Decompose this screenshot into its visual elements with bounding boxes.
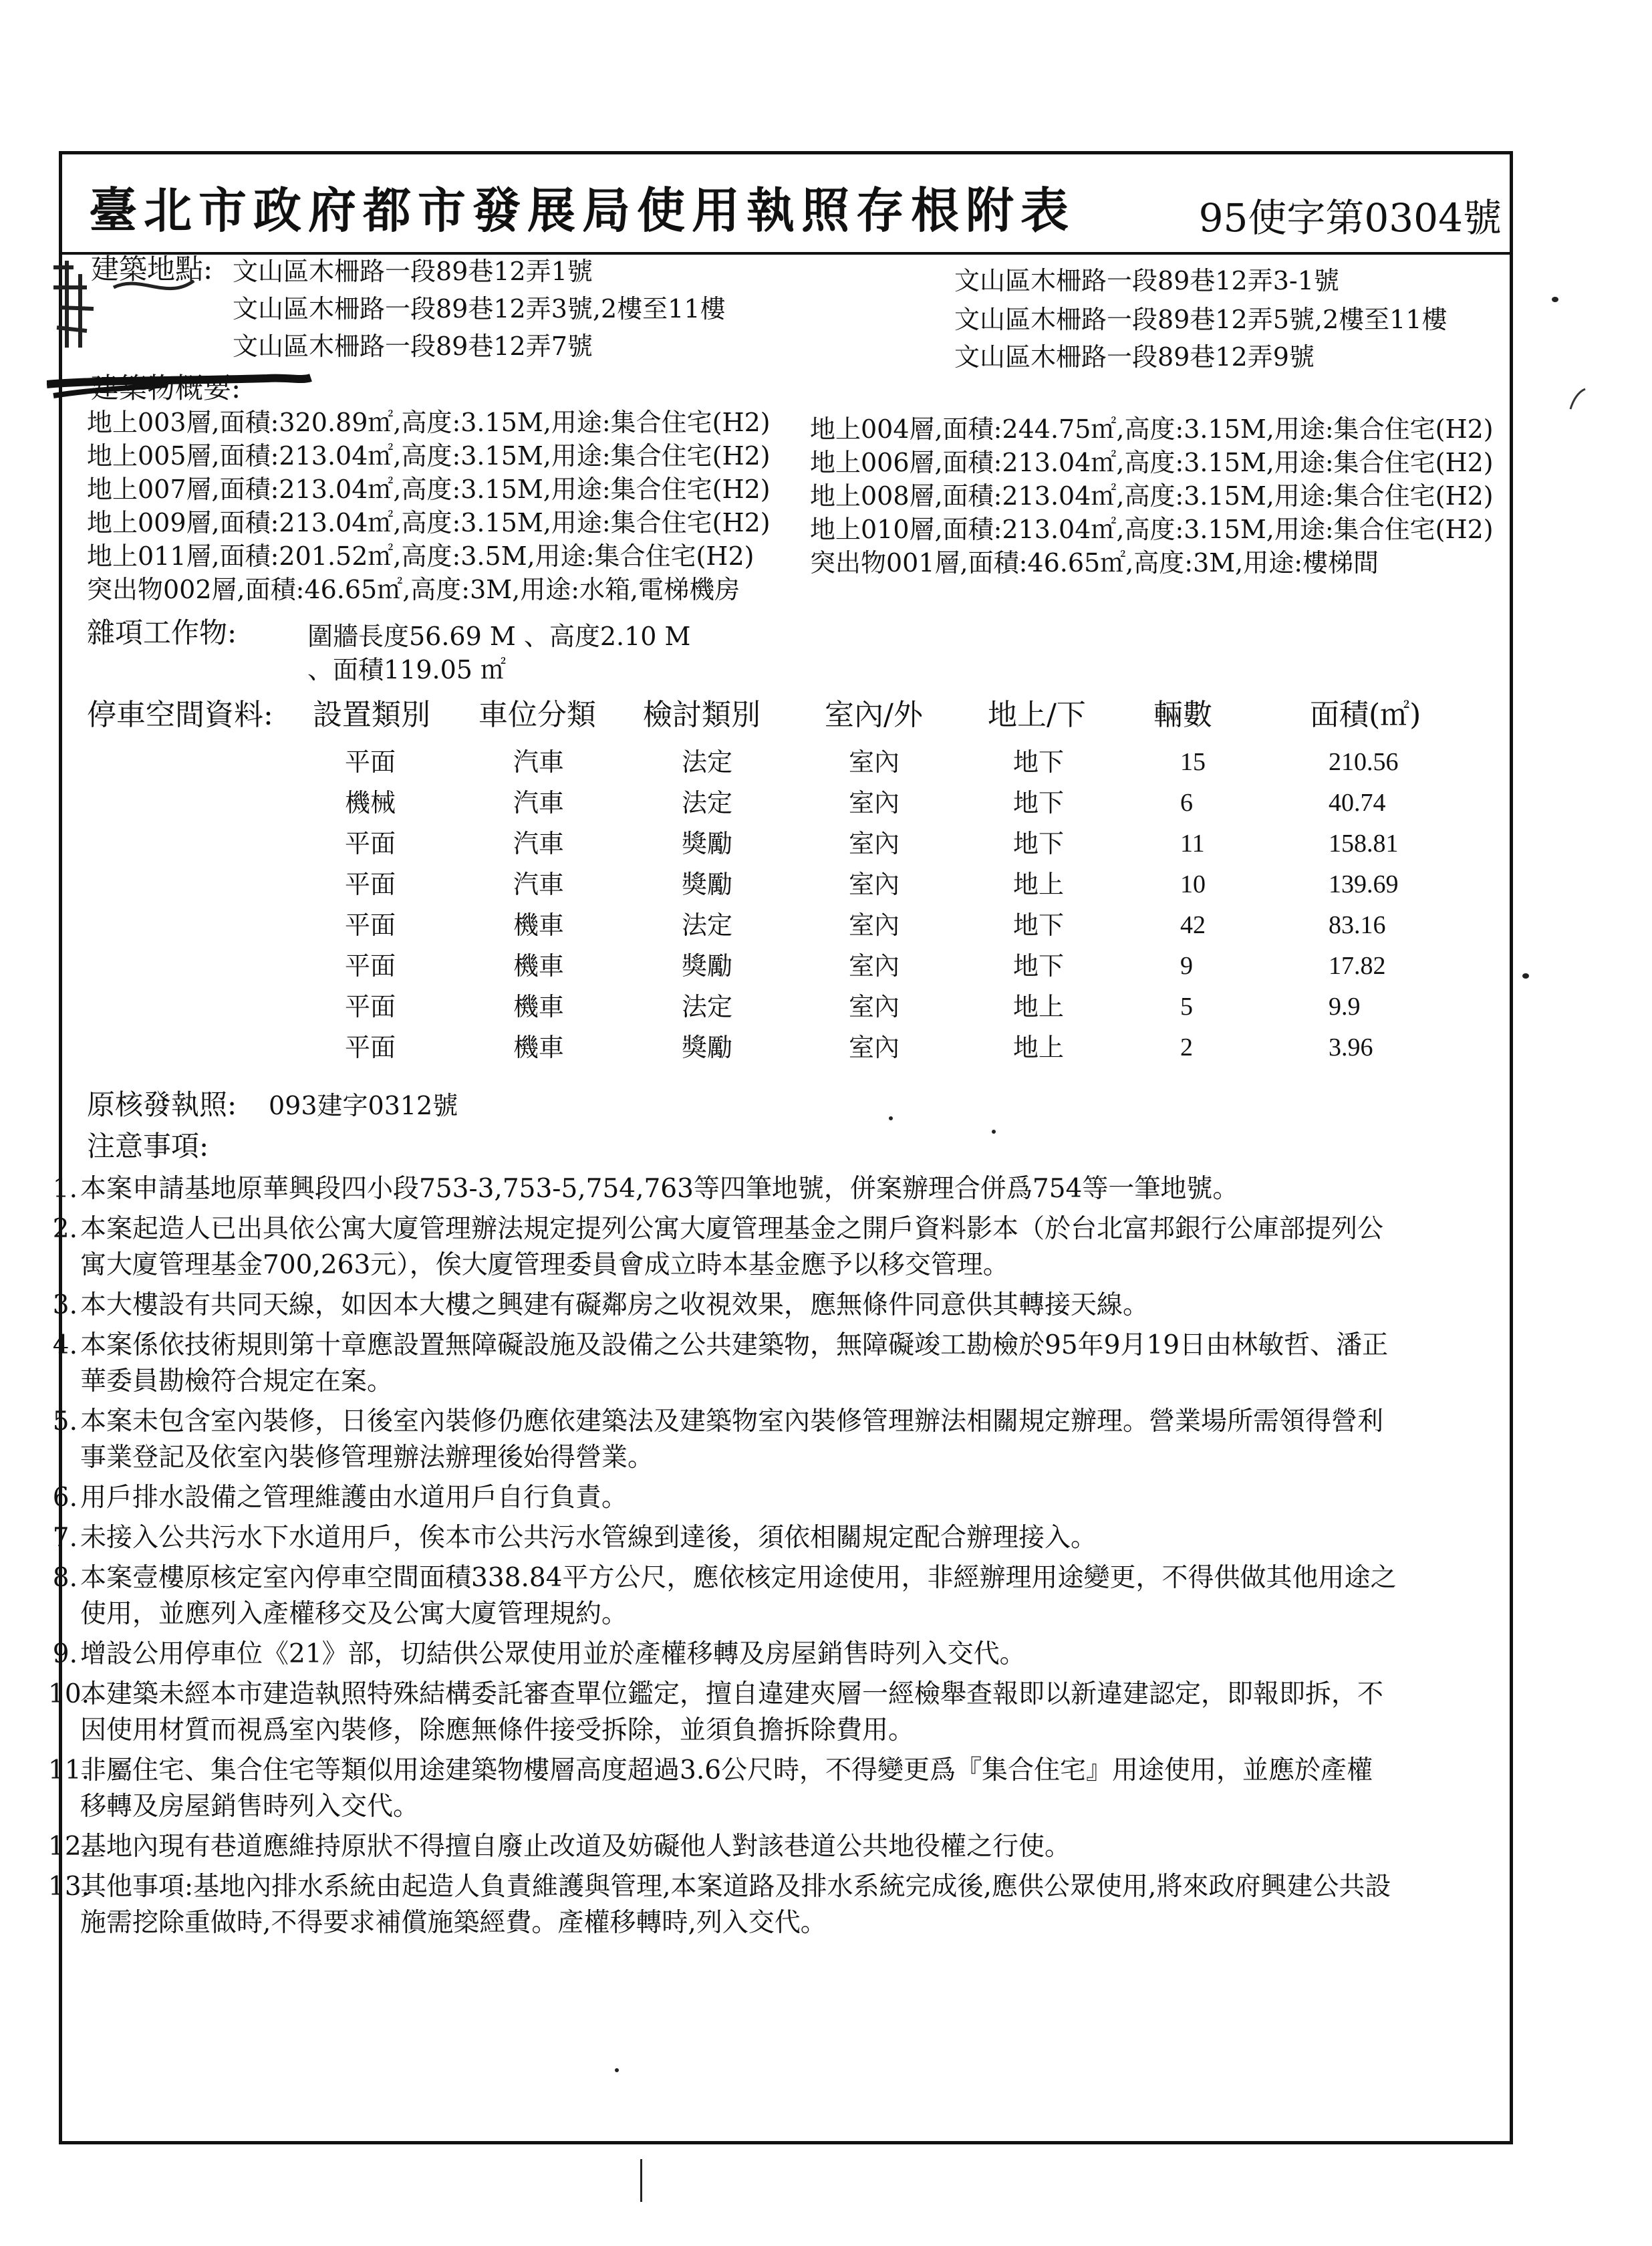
parking-cell: 9 [1180, 952, 1193, 980]
parking-cell: 地上 [1013, 1033, 1065, 1062]
parking-cell: 機車 [513, 910, 565, 940]
parking-cell: 地下 [1013, 951, 1065, 981]
parking-cell: 平面 [345, 992, 396, 1021]
note-line [48, 1869, 1438, 1905]
parking-cell: 平面 [345, 870, 396, 899]
note-number: 9. [52, 1639, 78, 1669]
parking-cell: 42 [1180, 911, 1206, 939]
parking-cell: 獎勵 [682, 951, 733, 981]
note-text: 其他事項:基地內排水系統由起造人負責維護與管理,本案道路及排水系統完成後,應供公眾使用,將來政府興建公共設 [80, 1872, 1391, 1902]
building-left-6: 突出物002層,面積:46.65㎡,高度:3M,用途:水箱,電梯機房 [87, 575, 740, 604]
parking-cell: 室內 [849, 910, 900, 940]
note-line [48, 1753, 1438, 1789]
note-text: 未接入公共污水下水道用戶，俟本市公共污水管線到達後，須依相關規定配合辦理接入。 [80, 1523, 1097, 1553]
parking-cell: 10 [1180, 870, 1206, 898]
scan-mark-right [1568, 386, 1588, 413]
parking-header-3: 室內/外 [825, 698, 923, 732]
parking-cell: 3.96 [1329, 1033, 1373, 1062]
note-text: 本案壹樓原核定室內停車空間面積338.84平方公尺，應依核定用途使用，非經辦理用途變更，不得供做其他用途之 [80, 1563, 1397, 1593]
note-line [48, 1829, 1438, 1865]
misc-works-label: 雜項工作物: [87, 616, 237, 649]
parking-cell: 11 [1180, 830, 1205, 858]
note-line [48, 1480, 1438, 1516]
note-line [48, 1596, 1438, 1632]
note-line [48, 1676, 1438, 1713]
parking-cell: 139.69 [1329, 870, 1399, 898]
building-left-2: 地上005層,面積:213.04㎡,高度:3.15M,用途:集合住宅(H2) [87, 441, 771, 471]
parking-cell: 機械 [345, 788, 396, 818]
note-line [48, 1211, 1438, 1247]
parking-cell: 室內 [849, 1033, 900, 1062]
note-line [48, 1520, 1438, 1556]
parking-cell: 室內 [849, 992, 900, 1021]
note-number: 6. [52, 1483, 78, 1513]
document-title: 臺北市政府都市發展局使用執照存根附表 [89, 182, 1076, 239]
parking-cell: 機車 [513, 992, 565, 1021]
note-number: 13. [48, 1872, 90, 1902]
address-right-3: 文山區木柵路一段89巷12弄9號 [954, 342, 1315, 372]
scan-speck [992, 1130, 996, 1134]
note-text: 因使用材質而視爲室內裝修，除應無條件接受拆除，並須負擔拆除費用。 [80, 1715, 915, 1745]
note-text: 華委員勘檢符合規定在案。 [80, 1366, 394, 1396]
note-number: 3. [52, 1290, 78, 1320]
parking-cell: 法定 [682, 747, 733, 777]
scan-line-mark [640, 2159, 642, 2202]
note-text: 非屬住宅、集合住宅等類似用途建築物樓層高度超過3.6公尺時，不得變更爲『集合住宅』用途使用，並應於產權 [80, 1755, 1373, 1785]
parking-cell: 汽車 [513, 870, 565, 899]
parking-cell: 210.56 [1329, 748, 1399, 776]
parking-cell: 獎勵 [682, 1033, 733, 1062]
scan-speck [615, 2068, 619, 2072]
parking-header-1: 車位分類 [478, 698, 596, 732]
parking-cell: 地下 [1013, 747, 1065, 777]
note-number: 11. [48, 1755, 90, 1785]
note-text: 移轉及房屋銷售時列入交代。 [80, 1791, 420, 1822]
parking-cell: 5 [1180, 993, 1193, 1021]
note-text: 事業登記及依室內裝修管理辦法辦理後始得營業。 [80, 1443, 654, 1473]
parking-cell: 平面 [345, 1033, 396, 1062]
original-permit-value: 093建字0312號 [269, 1091, 458, 1120]
parking-cell: 17.82 [1329, 952, 1386, 980]
parking-cell: 地上 [1013, 992, 1065, 1021]
scan-speck [1522, 973, 1529, 979]
parking-cell: 室內 [849, 788, 900, 818]
building-left-3: 地上007層,面積:213.04㎡,高度:3.15M,用途:集合住宅(H2) [87, 475, 771, 504]
note-text: 寓大廈管理基金700,263元），俟大廈管理委員會成立時本基金應予以移交管理。 [80, 1250, 1009, 1280]
note-text: 本大樓設有共同天線，如因本大樓之興建有礙鄰房之收視效果，應無條件同意供其轉接天線。 [80, 1290, 1149, 1320]
address-right-2: 文山區木柵路一段89巷12弄5號,2樓至11樓 [954, 305, 1448, 334]
note-text: 增設公用停車位《21》部，切結供公眾使用並於產權移轉及房屋銷售時列入交代。 [80, 1639, 1026, 1669]
parking-cell: 機車 [513, 951, 565, 981]
building-right-3: 地上008層,面積:213.04㎡,高度:3.15M,用途:集合住宅(H2) [810, 481, 1494, 511]
note-text: 施需挖除重做時,不得要求補償施築經費。產權移轉時,列入交代。 [80, 1908, 827, 1938]
parking-cell: 室內 [849, 951, 900, 981]
note-text: 本案起造人已出具依公寓大廈管理辦法規定提列公寓大廈管理基金之開戶資料影本（於台北富邦銀行公庫部提列公 [80, 1214, 1384, 1244]
note-line [48, 1713, 1438, 1749]
building-summary-label: 建築物概要: [91, 372, 241, 404]
note-line [48, 1905, 1438, 1941]
parking-header-0: 設置類別 [313, 698, 430, 732]
note-number: 8. [52, 1563, 78, 1593]
parking-cell: 地下 [1013, 829, 1065, 858]
parking-label: 停車空間資料: [87, 698, 273, 732]
note-line [48, 1636, 1438, 1672]
scan-speck [889, 1116, 893, 1120]
misc-works-line-1: 圍牆長度56.69 M 、高度2.10 M [307, 622, 691, 651]
parking-cell: 地上 [1013, 870, 1065, 899]
note-line [48, 1560, 1438, 1596]
misc-works-line-2: 、面積119.05 ㎡ [307, 655, 507, 684]
address-left-1: 文山區木柵路一段89巷12弄1號 [233, 257, 593, 286]
parking-cell: 平面 [345, 829, 396, 858]
parking-cell: 獎勵 [682, 829, 733, 858]
parking-cell: 地下 [1013, 788, 1065, 818]
parking-cell: 室內 [849, 747, 900, 777]
note-number: 1. [52, 1174, 78, 1204]
note-line [48, 1364, 1438, 1400]
parking-cell: 法定 [682, 992, 733, 1021]
scan-speck [1552, 297, 1558, 302]
parking-cell: 平面 [345, 910, 396, 940]
note-text: 用戶排水設備之管理維護由水道用戶自行負責。 [80, 1483, 628, 1513]
building-left-5: 地上011層,面積:201.52㎡,高度:3.5M,用途:集合住宅(H2) [87, 541, 754, 571]
note-text: 基地內現有巷道應維持原狀不得擅自廢止改道及妨礙他人對該巷道公共地役權之行使。 [80, 1832, 1071, 1862]
parking-cell: 汽車 [513, 829, 565, 858]
note-number: 4. [52, 1330, 78, 1360]
note-number: 7. [52, 1523, 78, 1553]
address-label: 建築地點: [91, 253, 213, 285]
parking-cell: 獎勵 [682, 870, 733, 899]
note-line [48, 1247, 1438, 1283]
notes-label: 注意事項: [87, 1130, 209, 1162]
parking-cell: 室內 [849, 829, 900, 858]
parking-header-6: 面積(㎡) [1310, 698, 1421, 732]
parking-header-5: 輛數 [1153, 698, 1212, 732]
parking-cell: 9.9 [1329, 993, 1361, 1021]
parking-cell: 平面 [345, 951, 396, 981]
parking-cell: 機車 [513, 1033, 565, 1062]
building-right-4: 地上010層,面積:213.04㎡,高度:3.15M,用途:集合住宅(H2) [810, 515, 1494, 544]
title-row [62, 154, 1510, 255]
note-line [48, 1328, 1438, 1364]
parking-cell: 158.81 [1329, 830, 1399, 858]
parking-header-4: 地上/下 [988, 698, 1086, 732]
parking-cell: 40.74 [1329, 789, 1386, 817]
note-line [48, 1789, 1438, 1825]
permit-number: 95使字第0304號 [1198, 195, 1502, 241]
original-permit-label: 原核發執照: [87, 1088, 237, 1121]
parking-cell: 83.16 [1329, 911, 1386, 939]
parking-cell: 汽車 [513, 788, 565, 818]
building-left-1: 地上003層,面積:320.89㎡,高度:3.15M,用途:集合住宅(H2) [87, 408, 771, 437]
note-text: 本建築未經本市建造執照特殊結構委託審查單位鑑定，擅自違建夾層一經檢舉查報即以新違建認定，即報即拆，不 [80, 1679, 1384, 1709]
note-number: 12. [48, 1832, 90, 1862]
note-line [48, 1171, 1438, 1207]
parking-cell: 15 [1180, 748, 1206, 776]
building-right-5: 突出物001層,面積:46.65㎡,高度:3M,用途:樓梯間 [810, 548, 1379, 578]
address-left-3: 文山區木柵路一段89巷12弄7號 [233, 332, 593, 361]
parking-cell: 汽車 [513, 747, 565, 777]
note-line [48, 1287, 1438, 1324]
note-line [48, 1440, 1438, 1476]
note-number: 5. [52, 1406, 78, 1437]
parking-cell: 法定 [682, 788, 733, 818]
address-right-1: 文山區木柵路一段89巷12弄3-1號 [954, 266, 1339, 295]
note-number: 10. [48, 1679, 90, 1709]
note-text: 本案未包含室內裝修，日後室內裝修仍應依建築法及建築物室內裝修管理辦法相關規定辦理。營業場所需領得營利 [80, 1406, 1384, 1437]
parking-cell: 法定 [682, 910, 733, 940]
building-left-4: 地上009層,面積:213.04㎡,高度:3.15M,用途:集合住宅(H2) [87, 508, 771, 537]
note-text: 使用，並應列入產權移交及公寓大廈管理規約。 [80, 1599, 628, 1629]
parking-cell: 2 [1180, 1033, 1193, 1062]
parking-header-2: 檢討類別 [643, 698, 761, 732]
note-line [48, 1404, 1438, 1440]
note-text: 本案係依技術規則第十章應設置無障礙設施及設備之公共建築物，無障礙竣工勘檢於95年9月19日由林敏哲、潘正 [80, 1330, 1389, 1360]
building-right-1: 地上004層,面積:244.75㎡,高度:3.15M,用途:集合住宅(H2) [810, 414, 1494, 444]
building-right-2: 地上006層,面積:213.04㎡,高度:3.15M,用途:集合住宅(H2) [810, 448, 1494, 477]
parking-cell: 室內 [849, 870, 900, 899]
note-text: 本案申請基地原華興段四小段753-3,753-5,754,763等四筆地號，併案辦理合併爲754等一筆地號。 [80, 1174, 1239, 1204]
note-number: 2. [52, 1214, 78, 1244]
address-left-2: 文山區木柵路一段89巷12弄3號,2樓至11樓 [233, 294, 726, 324]
parking-cell: 6 [1180, 789, 1193, 817]
parking-cell: 地下 [1013, 910, 1065, 940]
parking-cell: 平面 [345, 747, 396, 777]
